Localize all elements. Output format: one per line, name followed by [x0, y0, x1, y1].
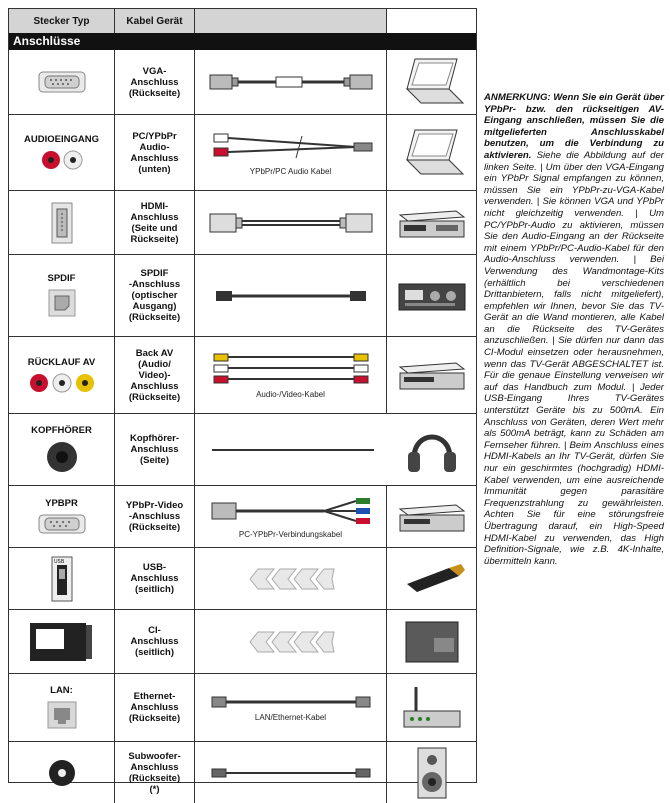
- cable-label: YPbPr/PC Audio Kabel: [249, 166, 332, 176]
- insert-arrows-icon: [246, 630, 336, 654]
- port-cell: [9, 414, 115, 485]
- cable-cell: [195, 115, 387, 190]
- table-row: [9, 254, 476, 336]
- port-label: Subwoofer- Anschluss (Rückseite) (*): [115, 742, 195, 803]
- av-rca-jacks-icon: [27, 372, 97, 394]
- set-top-box-icon: [396, 499, 468, 535]
- ypbpr-cable-icon: [206, 495, 376, 527]
- table-header: [9, 9, 476, 34]
- header-cable: [195, 9, 387, 33]
- dvd-player-icon: [396, 357, 468, 393]
- device-cell: [387, 255, 476, 336]
- header-plug-type: Stecker Typ: [9, 9, 115, 33]
- port-title: RÜCKLAUF AV: [27, 356, 96, 368]
- ypbpr-vga-port-icon: [37, 513, 87, 535]
- insert-arrows-icon: [246, 567, 336, 591]
- table-row: [9, 485, 476, 547]
- hdmi-port-icon: [49, 201, 75, 245]
- subwoofer-cable-icon: [206, 765, 376, 781]
- port-title: LAN:: [50, 685, 73, 696]
- table-row: [9, 114, 476, 190]
- port-label: Kopfhörer- Anschluss (Seite): [115, 414, 195, 485]
- port-title: SPDIF: [47, 273, 76, 284]
- usb-stick-icon: [397, 562, 467, 596]
- port-cell: [9, 191, 115, 254]
- port-cell: [9, 742, 115, 803]
- cable-label: PC-YPbPr-Verbindungskabel: [238, 529, 343, 539]
- spdif-optical-port-icon: [47, 288, 77, 318]
- av-cable-icon: [206, 351, 376, 387]
- port-cell: [9, 486, 115, 547]
- header-cable-device: Kabel Gerät: [115, 9, 195, 33]
- table-row: [9, 547, 476, 609]
- table-row: [9, 741, 476, 803]
- device-cell: [387, 742, 476, 803]
- note-lead: ANMERKUNG: Wenn Sie ein Gerät über YPbPr- bzw. den rückseitigen AV-Eingang anschließen, müssen Sie die mitgelieferten Anschlusskabel benutzen, um die Verbindung zu aktivieren.: [484, 92, 664, 161]
- av-receiver-icon: [396, 205, 468, 241]
- port-cell: [9, 337, 115, 413]
- port-cell: [9, 674, 115, 741]
- svg-text:USB: USB: [53, 558, 64, 565]
- cable-cell: [195, 337, 387, 413]
- port-cell: [9, 548, 115, 609]
- cable-cell: [195, 255, 387, 336]
- device-cell: [387, 50, 476, 114]
- cable-cell: [195, 414, 387, 485]
- cable-cell: [195, 50, 387, 114]
- laptop-icon: [397, 126, 467, 180]
- amplifier-icon: [395, 276, 469, 316]
- headphone-cable-icon: [206, 440, 376, 460]
- ethernet-port-icon: [46, 700, 78, 730]
- optical-cable-icon: [206, 286, 376, 306]
- port-cell: [9, 255, 115, 336]
- section-title: Anschlüsse: [9, 33, 476, 50]
- ci-module-icon: [400, 618, 464, 666]
- usb-port-icon: [50, 555, 74, 603]
- port-title: YPBPR: [45, 498, 78, 509]
- vga-cable-icon: [206, 67, 376, 97]
- cable-cell: [195, 191, 387, 254]
- cable-cell: [195, 610, 387, 673]
- ethernet-cable-icon: [206, 694, 376, 710]
- connection-note: [484, 92, 664, 567]
- table-row: [9, 336, 476, 413]
- device-cell: [387, 486, 476, 547]
- port-label: Ethernet- Anschluss (Rückseite): [115, 674, 195, 741]
- port-label: SPDIF -Anschluss (optischer Ausgang) (Rückseite): [115, 255, 195, 336]
- ci-slot-tv-icon: [26, 619, 98, 665]
- subwoofer-speaker-icon: [412, 746, 452, 800]
- cable-label: LAN/Ethernet-Kabel: [254, 712, 327, 722]
- device-cell: [387, 337, 476, 413]
- port-cell: [9, 610, 115, 673]
- cable-cell: [195, 674, 387, 741]
- device-cell: [387, 610, 476, 673]
- cable-cell: [195, 742, 387, 803]
- audio-cable-icon: [206, 130, 376, 164]
- port-label: HDMI- Anschluss (Seite und Rückseite): [115, 191, 195, 254]
- port-label: CI- Anschluss (seitlich): [115, 610, 195, 673]
- port-cell: [9, 50, 115, 114]
- table-row: [9, 50, 476, 114]
- hdmi-cable-icon: [206, 207, 376, 239]
- vga-port-icon: [37, 69, 87, 95]
- table-row: [9, 673, 476, 741]
- note-body: Siehe die Abbildung auf der linken Seite. | Um über den VGA-Eingang ein YPbPr Signal empfangen zu können, müssen Sie ein YPbPr-zu-VGA-Kabel verwenden. | Sie können VGA und YPbPr nicht gleichzeitig verwenden. | Um PC/YPbPr-Audio zu aktivieren, müssen Sie den Audio-Eingang an der Rückseite mit einem YPbPr/PC-Audio-Kabel für den Audio-Anschluss verwenden. | Bei Verwendung des Wandmontage-Kits (erhältlich bei verschiedenen Drittanbietern, falls nicht mitgeliefert), empfehlen wir Ihnen, bevor Sie das TV-Gerät an die Wand montieren, alle Kabel an die Rückseite des TV-Gerätes anzuschließen. | Sie dürfen nur dann das CI-Modul einsetzen oder herausnehmen, wenn das TV-Gerät ABGESCHALTET ist. Für die genaue Einstellung verweisen wir auf das Handbuch zum Modul. | Jeder USB-Eingang Ihres TV-Gerätes unterstützt Geräte bis zu 500mA. Ein Anschluss von Geräten, deren Wert mehr als 500mA beträgt, kann zu Schäden am Fernseher führen. | Beim Anschluss eines HDMI-Kabels an Ihr TV-Gerät, dürfen Sie nur ein geschirmtes (hochgradig) HDMI-Kabel verwenden, um eine ausreichende Immunität gegen parasitäre Frequenzstrahlung zu gewährleisten. Achten Sie für eine störungsfreie Übertragung darauf, ein High-Speed HDMI-Kabel zu verwenden, das High Definition-Signale, wie z.B. 4K-Inhalte, übermitteln kann.: [484, 149, 664, 567]
- headphones-icon: [402, 422, 462, 478]
- connections-table: [8, 8, 477, 795]
- cable-label: Audio-/Video-Kabel: [256, 390, 325, 399]
- port-label: PC/YPbPr Audio- Anschluss (unten): [115, 115, 195, 190]
- device-cell: [387, 674, 476, 741]
- table-row: [9, 609, 476, 673]
- port-label: VGA- Anschluss (Rückseite): [115, 50, 195, 114]
- subwoofer-jack-icon: [47, 758, 77, 788]
- port-title: KOPFHÖRER: [31, 425, 92, 436]
- device-cell: [387, 548, 476, 609]
- port-cell: [9, 115, 115, 190]
- device-cell: [387, 115, 476, 190]
- laptop-icon: [397, 55, 467, 109]
- cable-cell: [195, 486, 387, 547]
- router-icon: [398, 681, 466, 735]
- audio-rca-jacks-icon: [37, 149, 87, 171]
- headphone-jack-icon: [45, 440, 79, 474]
- cable-cell: [195, 548, 387, 609]
- table-row: [9, 413, 476, 485]
- port-label: YPbPr-Video -Anschluss (Rückseite): [115, 486, 195, 547]
- table-row: [9, 190, 476, 254]
- device-cell: [387, 191, 476, 254]
- port-label: USB- Anschluss (seitlich): [115, 548, 195, 609]
- port-title: AUDIOEINGANG: [24, 134, 99, 145]
- device-cell: [387, 414, 476, 485]
- port-label: Back AV (Audio/ Video)- Anschluss (Rückseite): [115, 337, 195, 413]
